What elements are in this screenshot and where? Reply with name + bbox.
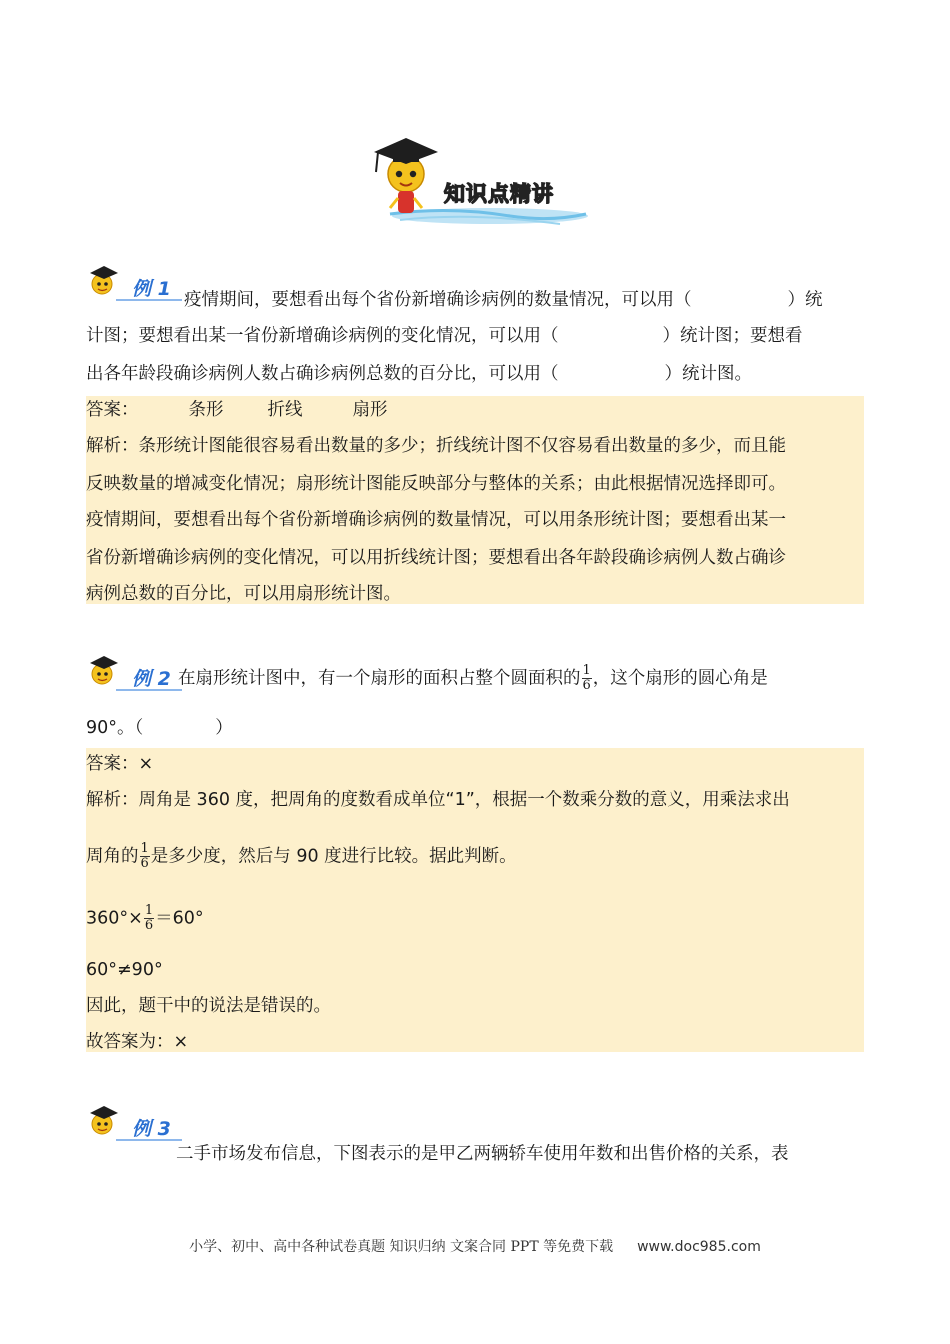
question-line: 在扇形统计图中，有一个扇形的面积占整个圆面积的 $\frac{1}{6}$ ，这个扇形的圆心角是 <box>178 663 768 693</box>
answer-line: 答案：× <box>86 754 154 774</box>
question-line: 二手市场发布信息，下图表示的是甲乙两辆轿车使用年数和出售价格的关系，表 <box>176 1144 789 1164</box>
explanation-line: 反映数量的增减变化情况；扇形统计图能反映部分与整体的关系；由此根据情况选择即可。 <box>86 474 786 494</box>
explanation-line: 周角的 $\frac{1}{6}$ 是多少度，然后与 90 度进行比较。据此判断。 <box>86 841 517 871</box>
footer-url[interactable]: www.doc985.com <box>637 1239 761 1255</box>
banner-title: 知识点精讲 <box>444 182 554 206</box>
footer-text: 小学、初中、高中各种试卷真题 知识归纳 文案合同 PPT 等免费下载 <box>189 1239 614 1255</box>
conclusion-line: 因此，题干中的说法是错误的。 <box>86 996 331 1016</box>
explanation-line: 省份新增确诊病例的变化情况，可以用折线统计图；要想看出各年龄段确诊病例人数占确诊 <box>86 548 786 568</box>
explanation-line: 疫情期间，要想看出每个省份新增确诊病例的数量情况，可以用条形统计图；要想看出某一 <box>86 510 786 530</box>
final-answer-line: 故答案为：× <box>86 1032 189 1052</box>
calculation-line: 360°× $\frac{1}{6}$ ＝60° <box>86 903 204 933</box>
fraction: $\frac{1}{6}$ <box>582 663 591 693</box>
question-line: 疫情期间，要想看出每个省份新增确诊病例的数量情况，可以用（ ）统 <box>184 290 823 310</box>
answer-line: 答案： 条形 折线 扇形 <box>86 400 388 420</box>
fraction: $\frac{1}{6}$ <box>140 841 149 871</box>
explanation-line: 病例总数的百分比，可以用扇形统计图。 <box>86 584 401 604</box>
badge-label: 例 3 <box>132 1118 171 1140</box>
section-banner <box>360 128 592 236</box>
question-line: 计图；要想看出某一省份新增确诊病例的变化情况，可以用（ ）统计图；要想看 <box>86 326 803 346</box>
badge-label: 例 2 <box>132 668 171 690</box>
example-badge-1 <box>88 262 184 306</box>
explanation-line: 解析：周角是 360 度，把周角的度数看成单位“1”，根据一个数乘分数的意义，用乘法求出 <box>86 790 790 810</box>
question-line: 90°。（ ） <box>86 718 233 738</box>
calculation-line: 60°≠90° <box>86 960 163 980</box>
example-badge-3 <box>88 1102 184 1146</box>
page-footer <box>0 1236 950 1256</box>
example-badge-2 <box>88 652 184 696</box>
question-line: 出各年龄段确诊病例人数占确诊病例总数的百分比，可以用（ ）统计图。 <box>86 364 752 384</box>
explanation-line: 解析：条形统计图能很容易看出数量的多少；折线统计图不仅容易看出数量的多少，而且能 <box>86 436 786 456</box>
answer-panel <box>86 396 864 604</box>
fraction: $\frac{1}{6}$ <box>144 903 154 933</box>
badge-label: 例 1 <box>132 278 171 300</box>
